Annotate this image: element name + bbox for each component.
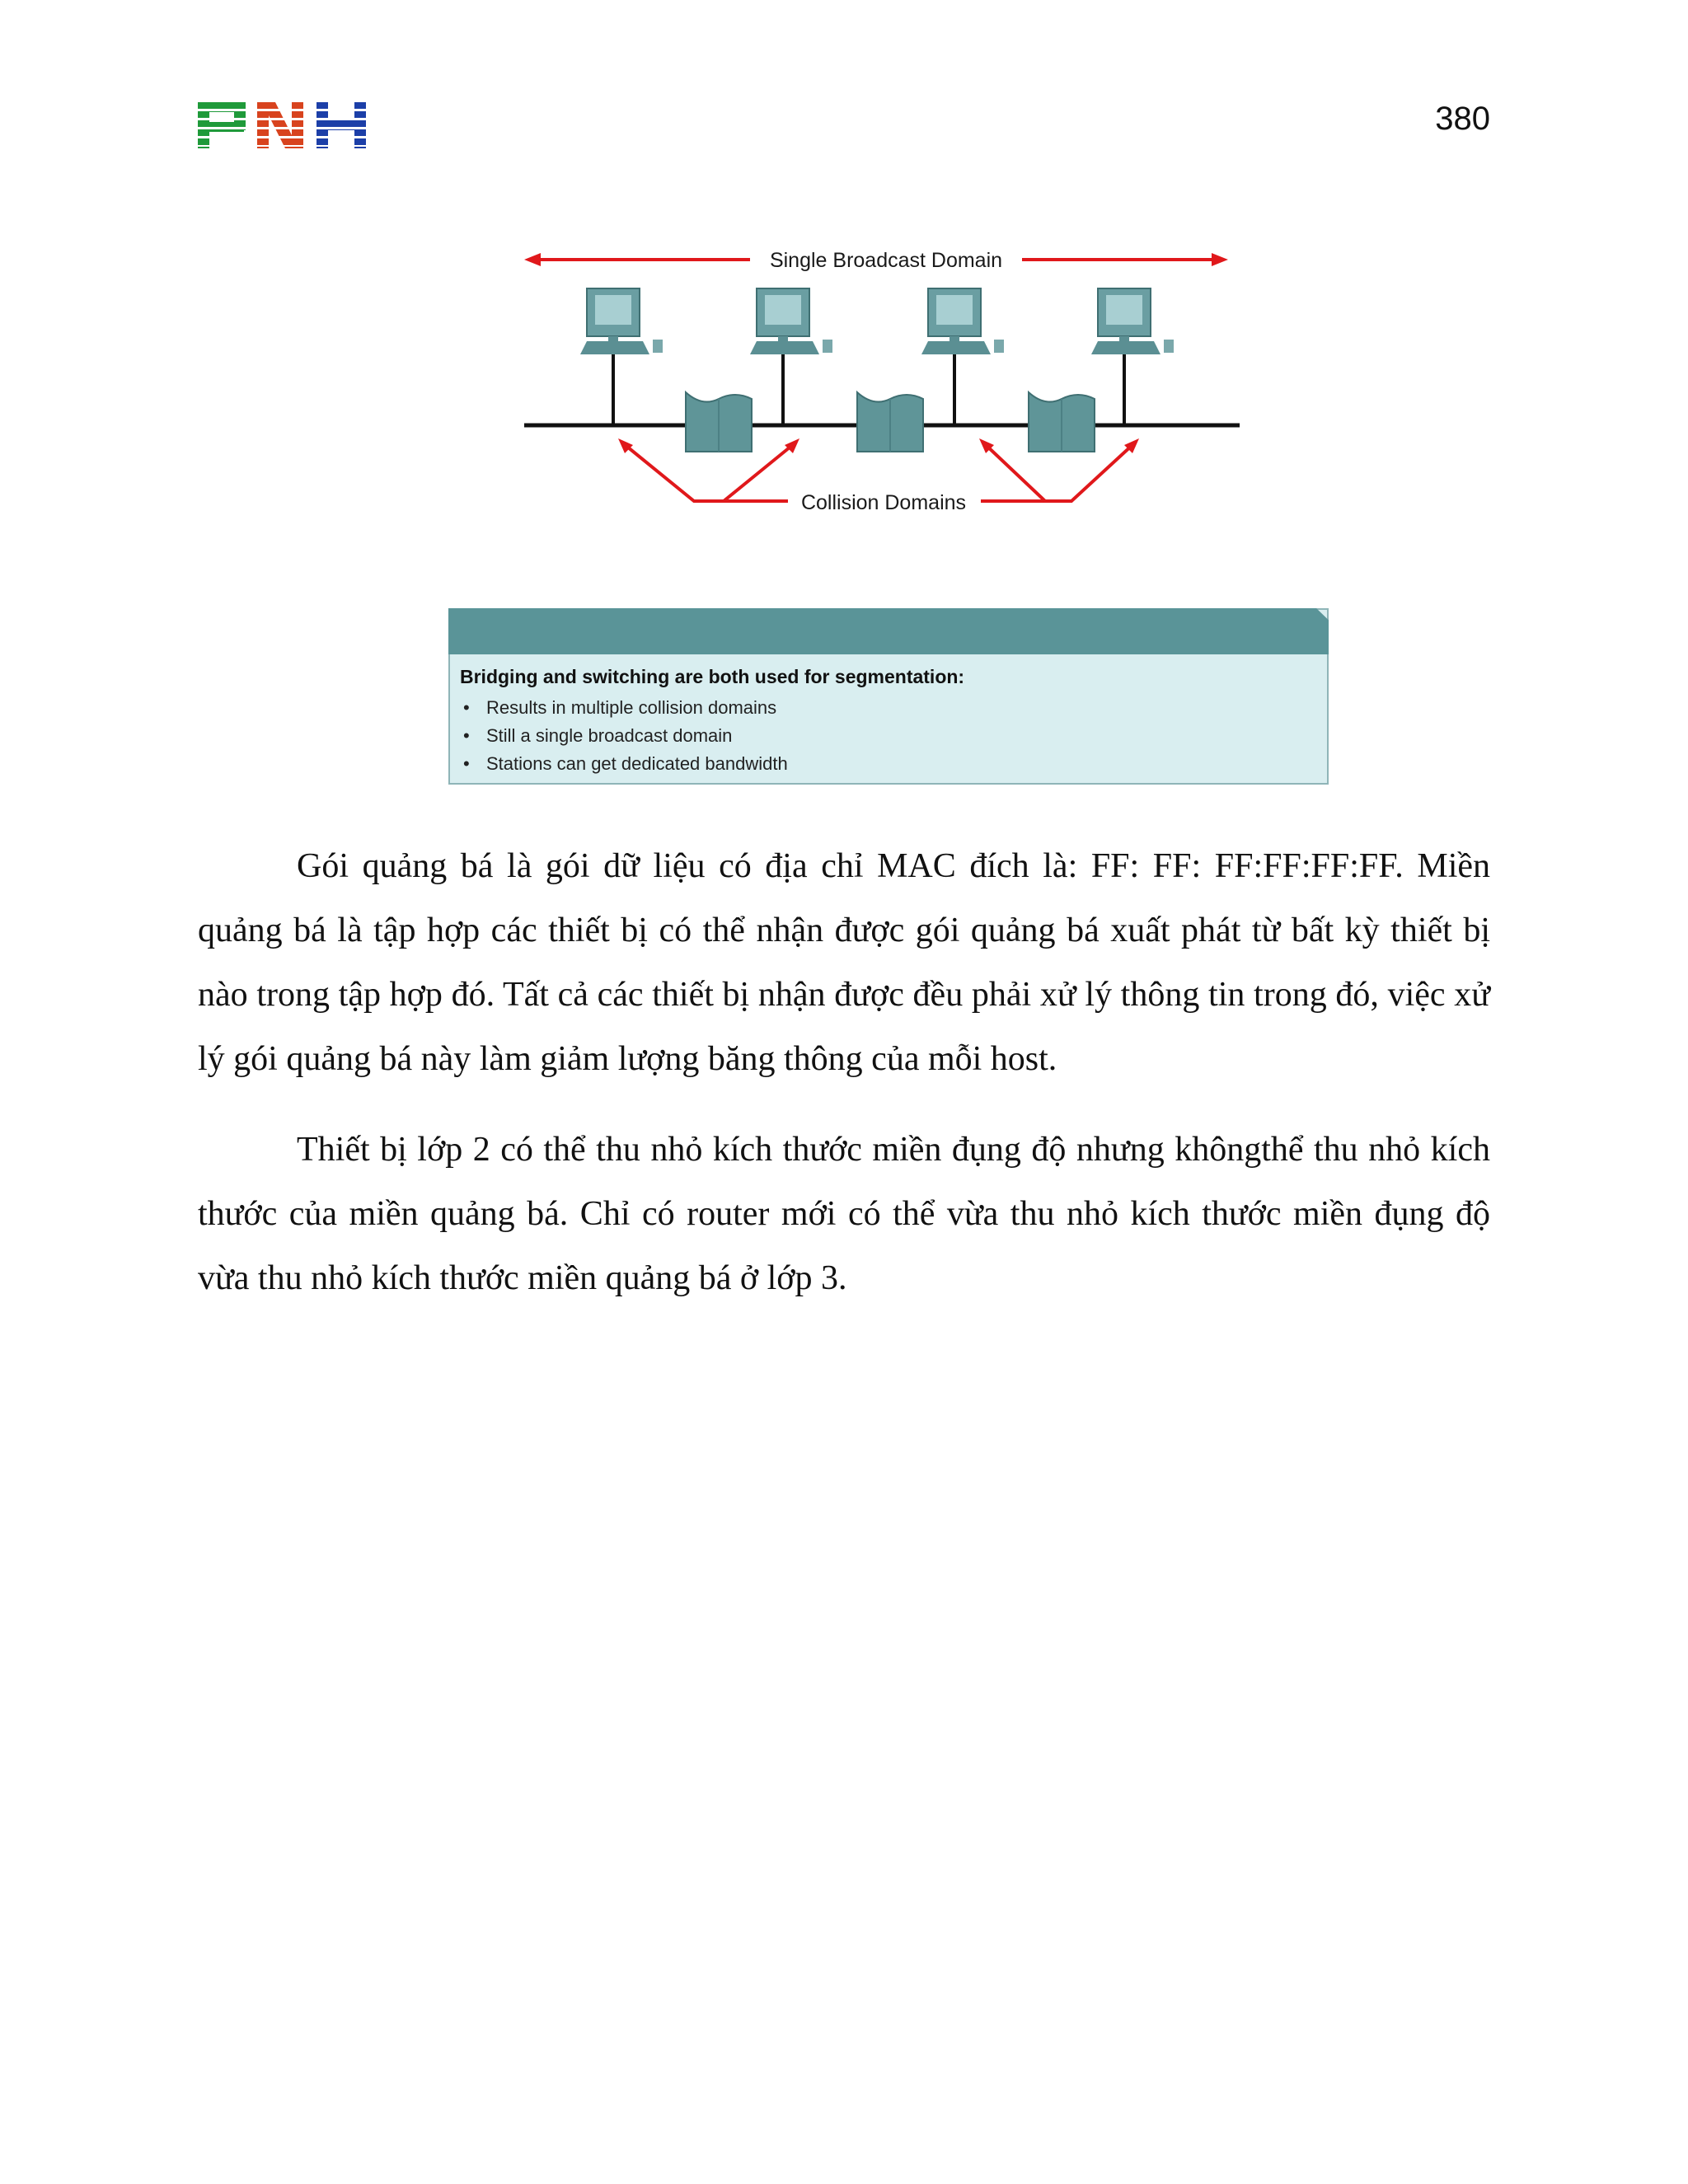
network-diagram xyxy=(511,239,1253,527)
list-item: • Results in multiple collision domains xyxy=(463,697,777,718)
pnh-logo xyxy=(198,102,366,148)
paragraph: Thiết bị lớp 2 có thể thu nhỏ kích thước miền đụng độ nhưng khôngthể thu nhỏ kích thước của miền quảng bá. Chỉ có router mới có thể vừa thu nhỏ kích thước miền đụng độ vừa thu nhỏ kích thước miền quảng bá ở lớp 3. xyxy=(198,1131,1490,1297)
bridge-icon xyxy=(1029,392,1095,452)
body-text xyxy=(198,834,1490,1310)
computer-icon xyxy=(580,288,663,425)
paragraph: Gói quảng bá là gói dữ liệu có địa chỉ MAC đích là: FF: FF: FF:FF:FF:FF. Miền quảng bá là tập hợp các thiết bị có thể nhận được gói quảng bá xuất phát từ bất kỳ thiết bị nào trong tập hợp đó. Tất cả các thiết bị nhận được đều phải xử lý thông tin trong đó, việc xử lý gói quảng bá này làm giảm lượng băng thông của mỗi host. xyxy=(198,847,1490,1078)
page-number: 380 xyxy=(1435,101,1490,137)
computer-icon xyxy=(921,288,1004,425)
collision-domains-label: Collision Domains xyxy=(800,491,967,514)
caption-title: Bridging and switching are both used for segmentation: xyxy=(460,666,965,687)
broadcast-domain-label: Single Broadcast Domain xyxy=(769,249,1003,272)
caption-header-bar xyxy=(448,608,1329,654)
caption-box xyxy=(448,608,1329,785)
computer-icon xyxy=(1091,288,1174,425)
list-item: • Still a single broadcast domain xyxy=(463,725,733,746)
list-item: • Stations can get dedicated bandwidth xyxy=(463,753,788,774)
bridge-icon xyxy=(857,392,923,452)
bridge-icon xyxy=(686,392,752,452)
caption-list xyxy=(460,694,788,778)
computer-icon xyxy=(750,288,832,425)
